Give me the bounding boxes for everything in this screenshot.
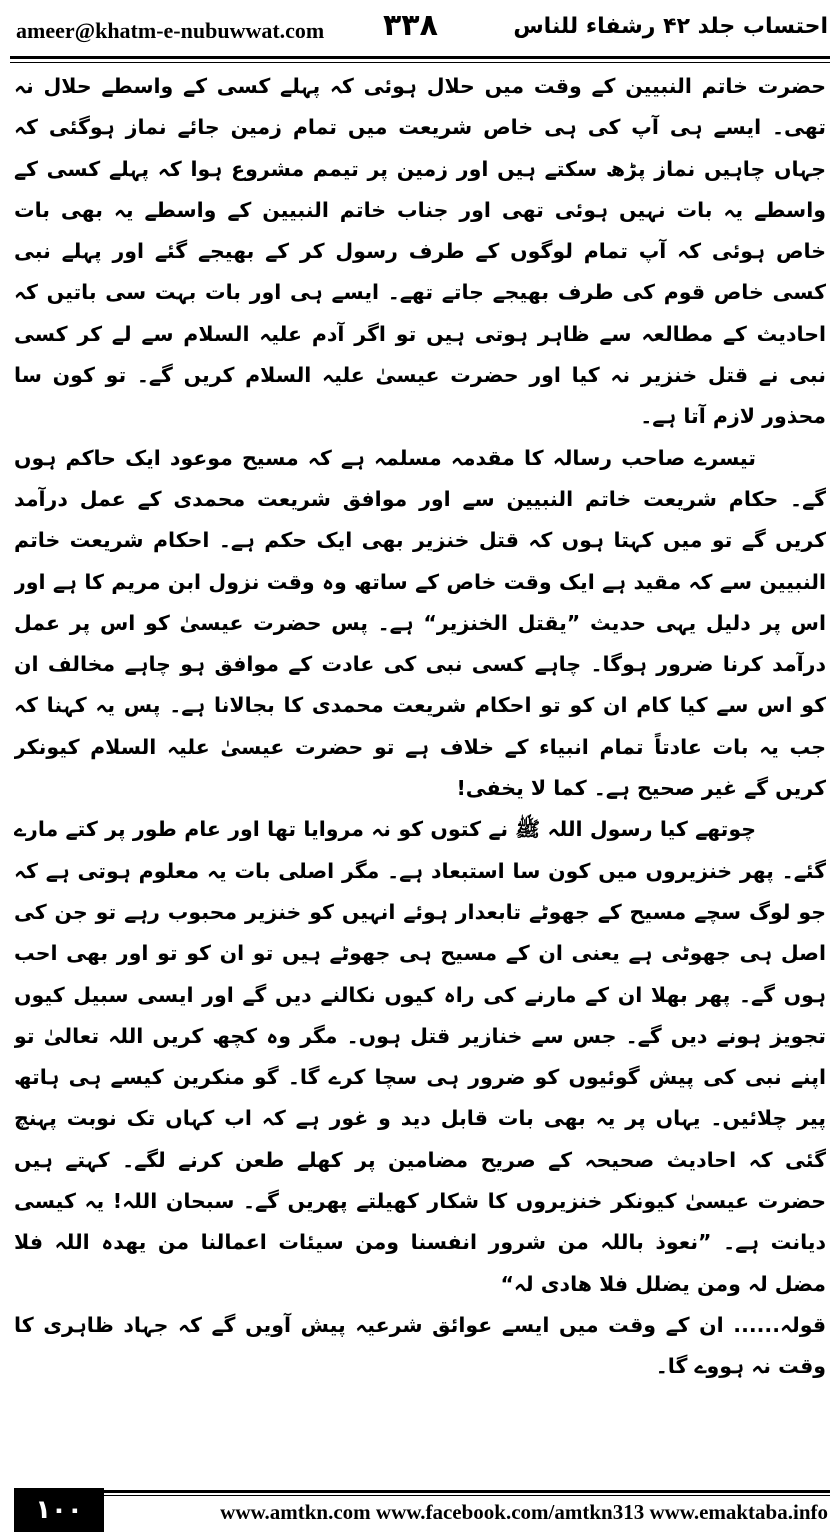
footer-websites: www.amtkn.com www.facebook.com/amtkn313 www.emaktaba.info bbox=[220, 1500, 828, 1524]
footer-divider bbox=[104, 1490, 830, 1496]
paragraph-4-text: ان کے وقت میں ایسے عوائق شرعیہ پیش آویں گے کہ جہاد ظاہری کا وقت نہ ہووے گا۔ bbox=[14, 1312, 826, 1379]
header-divider bbox=[10, 56, 830, 63]
header-email: ameer@khatm-e-nubuwwat.com bbox=[16, 18, 325, 43]
paragraph-4 bbox=[14, 1305, 826, 1388]
paragraph-2: تیسرے صاحب رسالہ کا مقدمہ مسلمہ ہے کہ مسیح موعود ایک حاکم ہوں گے۔ حکام شریعت خاتم النبیین سے اور موافق شریعت محمدی کے عمل درآمد کریں گے تو میں کہتا ہوں کہ قتل خنزیر بھی ایک حکم ہے۔ احکام شریعت خاتم النبیین سے کہ مقید ہے ایک وقت خاص کے ساتھ وہ وقت نزول ابن مریم کا ہے اور اس پر دلیل یہی حدیث ”یقتل الخنزیر“ ہے۔ پس حضرت عیسیٰ کو اس پر عمل درآمد کرنا ضرور ہوگا۔ چاہے کسی نبی کی عادت کے موافق ہو چاہے مخالف ان کو اس سے کیا کام ان کو تو احکام شریعت محمدی کا بجالانا ہے۔ پس یہ کہنا کہ جب یہ بات عادتاً تمام انبیاء کے خلاف ہے تو حضرت عیسیٰ علیہ السلام کیونکر کریں گے غیر صحیح ہے۔ کما لا یخفی! bbox=[14, 445, 826, 801]
page-header bbox=[0, 0, 840, 64]
paragraph-1: حضرت خاتم النبیین کے وقت میں حلال ہوئی کہ پہلے کسی کے واسطے حلال نہ تھی۔ ایسے ہی آپ کی ہی خاص شریعت میں تمام زمین جائے نماز ہوگئی کہ جہاں چاہیں نماز پڑھ سکتے ہیں اور زمین پر تیمم مشروع ہوا کہ پہلے کسی کے واسطے یہ بات نہیں ہوئی تھی اور جناب خاتم النبیین کے واسطے یہ بھی بات خاص ہوئی کہ آپ تمام لوگوں کے طرف رسول کر کے بھیجے گئے اور پہلے نبی کسی خاص قوم کی طرف بھیجے جاتے تھے۔ ایسے ہی اور بات بہت سی باتیں کہ احادیث کے مطالعہ سے ظاہر ہوتی ہیں تو اگر آدم علیہ السلام سے لے کر کسی نبی نے قتل خنزیر نہ کیا اور حضرت عیسیٰ علیہ السلام کریں گے۔ تو کون سا محذور لازم آتا ہے۔ bbox=[14, 74, 826, 429]
header-book-title: احتساب جلد ۴۲ رشفاء للناس bbox=[513, 14, 828, 39]
page-body bbox=[14, 66, 826, 1466]
footer-page-number: ۱۰۰ bbox=[14, 1488, 104, 1532]
header-page-number: ۳۳۸ bbox=[383, 8, 438, 43]
qaul-label: قولہ...... bbox=[733, 1312, 826, 1337]
page-footer bbox=[0, 1482, 840, 1540]
paragraph-3: چوتھے کیا رسول اللہ ﷺ نے کتوں کو نہ مروایا تھا اور عام طور پر کتے مارے گئے۔ پھر خنزیروں میں کون سا استبعاد ہے۔ مگر اصلی بات یہ معلوم ہوتی ہے کہ جو لوگ سچے مسیح کے جھوٹے تابعدار ہوئے انہیں کو خنزیر محبوب رہے تو جن کی اصل ہی جھوٹی ہے یعنی ان کے مسیح ہی جھوٹے ہیں تو ان کو تو اور بھی احب ہوں گے۔ پھر بھلا ان کے مارنے کی راہ کیوں نکالنے دیں گے اور ایسی سبیل کیوں تجویز ہونے دیں گے۔ جس سے خنازیر قتل ہوں۔ مگر وہ کچھ کریں اللہ تعالیٰ تو اپنے نبی کی پیش گوئیوں کو ضرور ہی سچا کرے گا۔ گو منکرین کیسے ہی ہاتھ پیر چلائیں۔ یہاں پر یہ بھی بات قابل دید و غور ہے کہ اب کہاں تک نوبت پہنچ گئی کہ احادیث صحیحہ کے صریح مضامین پر کھلے طعن کرنے لگے۔ کہتے ہیں حضرت عیسیٰ کیونکر خنزیروں کا شکار کھیلتے پھریں گے۔ سبحان اللہ! یہ کیسی دیانت ہے۔ ”نعوذ باللہ من شرور انفسنا ومن سیئات اعمالنا من یھدہ اللہ فلا مضل لہ ومن یضلل فلا ھادی لہ“ bbox=[14, 817, 826, 1296]
